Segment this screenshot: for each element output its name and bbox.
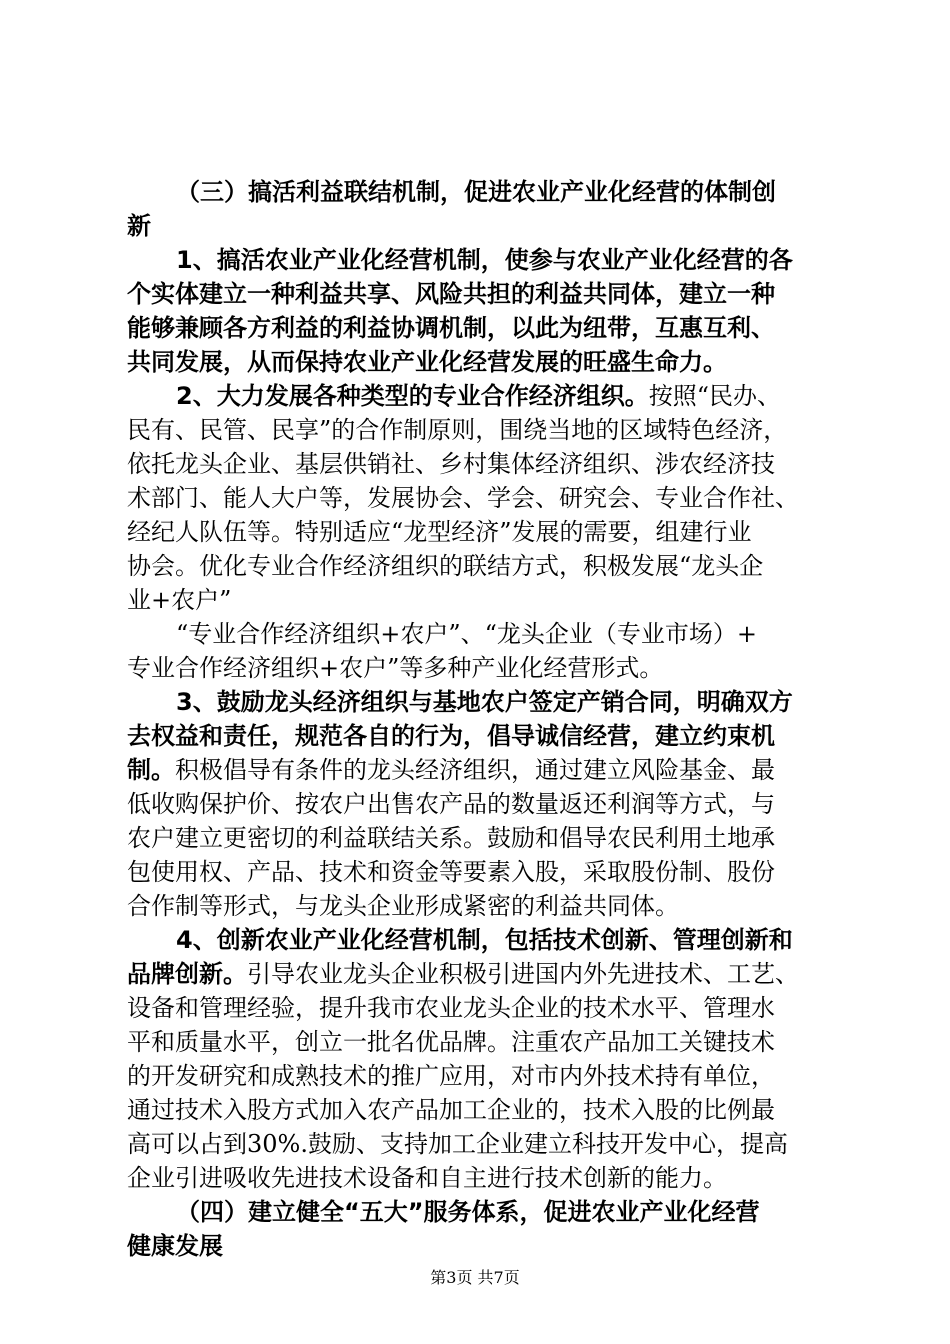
- section-4-heading-line-1: （四）建立健全“五大”服务体系，促进农业产业化经营: [176, 1198, 760, 1226]
- item-2-line-8: “专业合作经济组织+农户”、“龙头企业（专业市场）+: [176, 620, 758, 648]
- item-2-normal-text: 按照“民办、: [648, 382, 781, 410]
- item-2-line-6: 协会。优化专业合作经济组织的联结方式，积极发展“龙头企: [127, 552, 764, 580]
- item-4-line-2: [127, 957, 799, 991]
- item-1-line-4: 共同发展，从而保持农业产业化经营发展的旺盛生命力。: [127, 348, 727, 376]
- item-3-line-1: 3、鼓励龙头经济组织与基地农户签定产销合同，明确双方: [176, 688, 793, 716]
- item-2-line-4: 术部门、能人大户等，发展协会、学会、研究会、专业合作社、: [127, 484, 799, 512]
- page-footer: 第3页 共7页: [430, 1268, 520, 1287]
- item-2-line-1: [176, 379, 781, 413]
- section-4-heading-line-2: 健康发展: [127, 1232, 223, 1260]
- item-2-line-3: 依托龙头企业、基层供销社、乡村集体经济组织、涉农经济技: [127, 450, 775, 478]
- item-3-line-7: 合作制等形式，与龙头企业形成紧密的利益共同体。: [127, 892, 679, 920]
- item-3-line-2: 去权益和责任，规范各自的行为，倡导诚信经营，建立约束机: [127, 722, 775, 750]
- item-1-line-2: 个实体建立一种利益共享、风险共担的利益共同体，建立一种: [127, 280, 775, 308]
- item-4-line-8: 企业引进吸收先进技术设备和自主进行技术创新的能力。: [127, 1164, 727, 1192]
- item-1-line-3: 能够兼顾各方利益的利益协调机制，以此为纽带，互惠互利、: [127, 314, 775, 342]
- item-2-line-5: 经纪人队伍等。特别适应“龙型经济”发展的需要，组建行业: [127, 518, 752, 546]
- item-2-line-9: 专业合作经济组织+农户”等多种产业化经营形式。: [127, 654, 664, 682]
- item-2-line-2: 民有、民管、民享”的合作制原则，围绕当地的区域特色经济，: [127, 416, 788, 444]
- item-4-line-5: 的开发研究和成熟技术的推广应用，对市内外技术持有单位，: [127, 1062, 775, 1090]
- item-2-line-7: 业+农户”: [127, 586, 232, 614]
- item-4-line-6: 通过技术入股方式加入农产品加工企业的，技术入股的比例最: [127, 1096, 775, 1124]
- item-2-bold-lead: 2、大力发展各种类型的专业合作经济组织。: [176, 382, 649, 410]
- item-3-normal-text: 积极倡导有条件的龙头经济组织，通过建立风险基金、最: [175, 756, 775, 784]
- item-3-line-5: 农户建立更密切的利益联结关系。鼓励和倡导农民利用土地承: [127, 824, 775, 852]
- item-4-line-7: 高可以占到30%.鼓励、支持加工企业建立科技开发中心，提高: [127, 1130, 788, 1158]
- section-3-heading-line-1: （三）搞活利益联结机制，促进农业产业化经营的体制创: [176, 178, 776, 206]
- item-4-line-1: 4、创新农业产业化经营机制，包括技术创新、管理创新和: [176, 926, 793, 954]
- item-4-line-3: 设备和管理经验，提升我市农业龙头企业的技术水平、管理水: [127, 994, 775, 1022]
- section-3-heading-line-2: 新: [127, 212, 151, 240]
- item-3-line-3: [127, 753, 775, 787]
- item-1-line-1: 1、搞活农业产业化经营机制，使参与农业产业化经营的各: [176, 246, 793, 274]
- item-3-line-6: 包使用权、产品、技术和资金等要素入股，采取股份制、股份: [127, 858, 775, 886]
- item-4-normal-text: 引导农业龙头企业积极引进国内外先进技术、工艺、: [247, 960, 799, 988]
- item-3-line-4: 低收购保护价、按农户出售农产品的数量返还利润等方式，与: [127, 790, 775, 818]
- item-3-bold-lead: 制。: [127, 756, 175, 784]
- item-4-bold-lead: 品牌创新。: [127, 960, 247, 988]
- item-4-line-4: 平和质量水平，创立一批名优品牌。注重农产品加工关键技术: [127, 1028, 775, 1056]
